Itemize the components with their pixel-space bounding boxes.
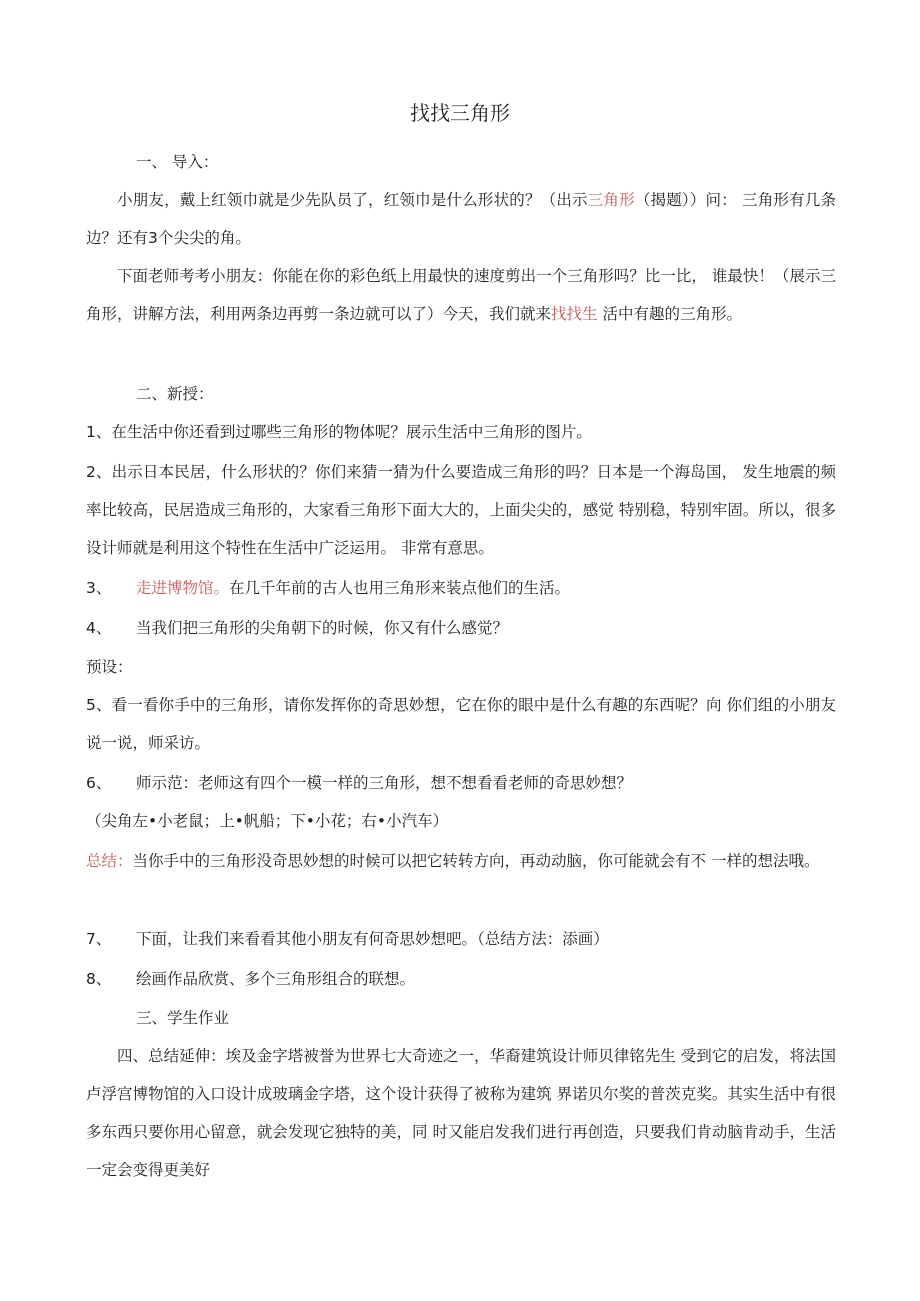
highlight-text: 走进博物馆。 — [136, 579, 230, 597]
list-number: 4、 — [86, 619, 112, 637]
summary-paragraph — [86, 842, 836, 880]
paragraph-intro-1 — [86, 181, 836, 257]
paragraph-intro-2 — [86, 257, 836, 333]
paragraph-text: 活中有趣的三角形。 — [597, 305, 742, 323]
list-item-4 — [86, 609, 836, 647]
highlight-text: 找找生 — [551, 305, 598, 323]
paragraph-text: 在几千年前的古人也用三角形来装点他们的生活。 — [229, 579, 571, 597]
list-item-1: 1、在生活中你还看到过哪些三角形的物体呢？展示生活中三角形的图片。 — [86, 423, 592, 441]
paragraph-text: （揭题））问： 三角形有几条边？还有3个尖尖的角。 — [86, 191, 836, 247]
paragraph-text: 当我们把三角形的尖角朝下的时候，你又有什么感觉？ — [136, 619, 509, 637]
highlight-text: 总结： — [86, 852, 133, 870]
list-item-7 — [86, 920, 836, 958]
paragraph-text: 师示范：老师这有四个一模一样的三角形，想不想看看老师的奇思妙想？ — [136, 774, 633, 792]
section-summary-extension: 四、总结延伸：埃及金字塔被誉为世界七大奇迹之一，华裔建筑设计师贝律铭先生 受到它的启发，将法国卢浮宫博物馆的入口设计成玻璃金字塔，这个设计获得了被称为建筑 界诺贝尔奖的普茨克奖。其实生活中有很多东西只要你用心留意，就会发现它独特的美，同 时又能启发我们进行再创造，只要我们肯动脑肯动手，生活一定会变得更美好 — [86, 1047, 836, 1179]
paragraph-text: 绘画作品欣赏、多个三角形组合的联想。 — [136, 970, 416, 988]
section-heading-new: 二、新授： — [136, 385, 214, 403]
list-number: 6、 — [86, 774, 112, 792]
document-title: 找找三角形 — [410, 101, 510, 125]
highlight-text: 三角形 — [587, 191, 635, 209]
list-item-5: 5、看一看你手中的三角形，请你发挥你的奇思妙想，它在你的眼中是什么有趣的东西呢？向 你们组的小朋友说一说，师采访。 — [86, 696, 836, 752]
list-item-2: 2、出示日本民居，什么形状的？你们来猜一猜为什么要造成三角形的吗？日本是一个海岛国， 发生地震的频率比较高，民居造成三角形的，大家看三角形下面大大的，上面尖尖的，感觉 特别稳，特别牢固。所以，很多设计师就是利用这个特性在生活中广泛运用。 非常有意思。 — [86, 463, 836, 557]
list-item-6 — [86, 764, 836, 802]
note-text: （尖角左•小老鼠；上•帆船；下•小花；右•小汽车） — [86, 812, 449, 830]
preset-label: 预设： — [86, 658, 133, 676]
paragraph-text: 小朋友，戴上红领巾就是少先队员了，红领巾是什么形状的？（出示 — [117, 191, 588, 209]
list-item-3 — [86, 569, 836, 607]
list-number: 8、 — [86, 970, 112, 988]
section-heading-intro: 一、 导入： — [136, 153, 219, 171]
paragraph-text: 下面老师考考小朋友：你能在你的彩色纸上用最快的速度剪出一个三角形吗？比一比， 谁最快！（展示三角形，讲解方法，利用两条边再剪一条边就可以了）今天，我们就来 — [86, 267, 836, 323]
paragraph-text: 下面，让我们来看看其他小朋友有何奇思妙想吧。（总结方法：添画） — [136, 930, 609, 948]
section-heading-homework: 三、学生作业 — [136, 1009, 230, 1027]
list-number: 7、 — [86, 930, 112, 948]
list-item-8 — [86, 960, 836, 998]
paragraph-text: 当你手中的三角形没奇思妙想的时候可以把它转转方向，再动动脑，你可能就会有不 一样的想法哦。 — [132, 852, 820, 870]
list-number: 3、 — [86, 579, 112, 597]
